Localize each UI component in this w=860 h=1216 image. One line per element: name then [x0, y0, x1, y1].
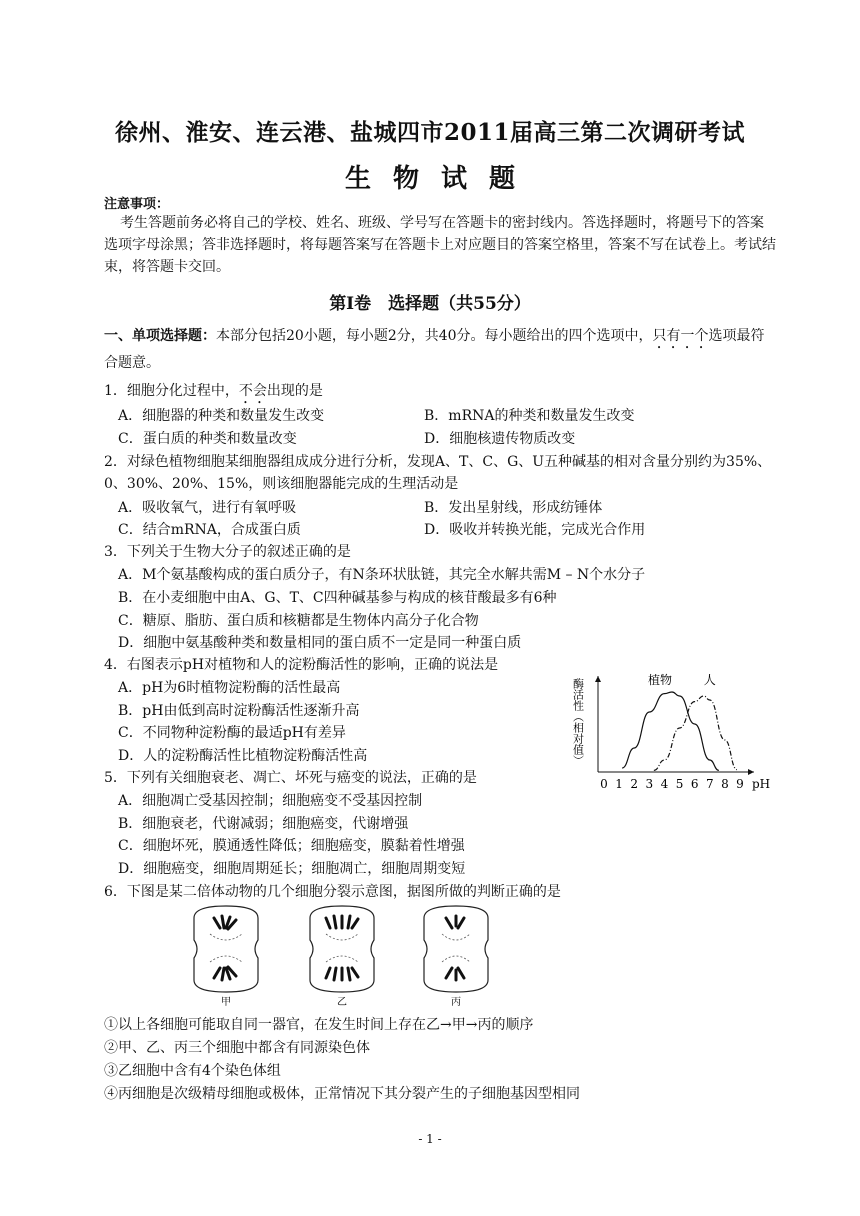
human-series-label: 人 — [703, 673, 716, 687]
exam-subtitle: 生物试题 — [344, 164, 537, 194]
x-tick-label: 4 — [660, 777, 669, 791]
cell-label-bing: 丙 — [451, 997, 461, 1008]
q2-option-a: A．吸收氧气，进行有氧呼吸 — [118, 500, 297, 516]
chart-labels — [572, 672, 770, 791]
q6-statement-1: ①以上各细胞可能取自同一器官，在发生时间上存在乙→甲→丙的顺序 — [104, 1017, 534, 1033]
q1-option-c: C．蛋白质的种类和数量改变 — [118, 431, 297, 447]
x-tick-label: 0 — [600, 777, 608, 791]
q4-option-a: A．pH为6时植物淀粉酶的活性最高 — [118, 680, 341, 696]
x-tick-label: 2 — [630, 777, 639, 791]
question-2-stem: 2．对绿色植物细胞某细胞器组成成分进行分析，发现A、T、C、G、U五种碱基的相对含量分别约为35%、0、30%、20%、15%，则该细胞器能完成的生理活动是 — [104, 454, 772, 492]
question-3-stem: 3．下列关于生物大分子的叙述正确的是 — [104, 544, 351, 560]
chart-axes — [595, 676, 754, 775]
section-title: 第Ⅰ卷 选择题（共55分） — [329, 294, 531, 314]
notice-text: 考生答题前务必将自己的学校、姓名、班级、学号写在答题卡的密封线内。答选择题时，将题号下的答案选项字母涂黑；答非选择题时，将每题答案写在答题卡上对应题目的答案空格里，答案不写在试卷上。考试结束，将答题卡交回。 — [104, 215, 776, 275]
cell-label-jia: 甲 — [221, 997, 231, 1008]
q5-option-a: A．细胞凋亡受基因控制；细胞癌变不受基因控制 — [118, 793, 423, 809]
human-curve — [654, 696, 737, 770]
cell-bing — [424, 906, 488, 992]
notice-heading: 注意事项： — [104, 197, 170, 212]
q1-option-d: D．细胞核遗传物质改变 — [424, 431, 576, 447]
question-5-stem: 5．下列有关细胞衰老、凋亡、坏死与癌变的说法，正确的是 — [104, 770, 477, 786]
q5-option-c: C．细胞坏死，膜通透性降低；细胞癌变，膜黏着性增强 — [118, 838, 465, 854]
part-label: 一、单项选择题： — [104, 328, 216, 344]
enzyme-ph-chart — [572, 662, 772, 802]
cell-division-diagram — [186, 904, 506, 1010]
plant-series-label: 植物 — [647, 673, 673, 687]
x-tick-label: 6 — [690, 777, 699, 791]
q5-option-b: B．细胞衰老，代谢减弱；细胞癌变，代谢增强 — [118, 816, 409, 832]
q3-option-b: B．在小麦细胞中由A、G、T、C四种碱基参与构成的核苷酸最多有6种 — [118, 590, 557, 606]
q4-option-b: B．pH由低到高时淀粉酶活性逐渐升高 — [118, 703, 360, 719]
question-1-stem: 1．细胞分化过程中，不会出现的是 — [104, 383, 323, 399]
chart-lines — [622, 692, 737, 770]
part-text-a: 本部分包括20小题，每小题2分，共40分。每小题给出的四个选项中， — [216, 328, 653, 344]
x-axis-arrow — [748, 769, 754, 775]
q4-option-d: D．人的淀粉酶活性比植物淀粉酶活性高 — [118, 748, 368, 764]
q1-option-a: A．细胞器的种类和数量发生改变 — [118, 408, 325, 424]
plant-curve — [622, 692, 719, 770]
cell-jia — [194, 906, 258, 992]
page-number: - 1 - — [418, 1132, 442, 1146]
x-tick-label: 9 — [736, 777, 744, 791]
part-emphasis: 只有一个 — [652, 328, 709, 344]
stem-emphasis: 不会 — [238, 383, 267, 399]
q3-option-c: C．糖原、脂肪、蛋白质和核糖都是生物体内高分子化合物 — [118, 613, 479, 629]
q1-option-b: B．mRNA的种类和数量发生改变 — [424, 408, 635, 424]
q6-statement-4: ④丙细胞是次级精母细胞或极体，正常情况下其分裂产生的子细胞基因型相同 — [104, 1086, 580, 1102]
x-tick-label: 3 — [645, 777, 654, 791]
x-tick-label: 1 — [615, 777, 623, 791]
exam-title: 徐州、淮安、连云港、盐城四市2011届高三第二次调研考试 — [114, 119, 745, 146]
q2-option-b: B．发出星射线，形成纺锤体 — [424, 500, 603, 516]
q2-option-d: D．吸收并转换光能，完成光合作用 — [424, 522, 646, 538]
section-description — [104, 325, 776, 375]
q2-option-c: C．结合mRNA，合成蛋白质 — [118, 522, 301, 538]
x-axis-label: pH — [752, 777, 771, 791]
q5-option-d: D．细胞癌变，细胞周期延长；细胞凋亡，细胞周期变短 — [118, 861, 466, 877]
part-text-b: 选项最符合题意。 — [104, 328, 765, 371]
x-tick-label: 5 — [675, 777, 684, 791]
q6-statement-3: ③乙细胞中含有4个染色体组 — [104, 1063, 281, 1079]
x-tick-label: 8 — [721, 777, 729, 791]
cell-label-yi: 乙 — [337, 997, 347, 1008]
q4-option-c: C．不同物种淀粉酶的最适pH有差异 — [118, 725, 346, 741]
x-tick-label: 7 — [705, 777, 714, 791]
cell-yi — [310, 906, 374, 992]
question-4-stem: 4．右图表示pH对植物和人的淀粉酶活性的影响，正确的说法是 — [104, 657, 499, 673]
question-6-stem: 6．下图是某二倍体动物的几个细胞分裂示意图，据图所做的判断正确的是 — [104, 884, 561, 900]
q3-option-d: D．细胞中氨基酸种类和数量相同的蛋白质不一定是同一种蛋白质 — [118, 635, 522, 651]
q3-option-a: A．M个氨基酸构成的蛋白质分子，有N条环状肽链，其完全水解共需M – N个水分子 — [118, 567, 646, 583]
q6-statement-2: ②甲、乙、丙三个细胞中都含有同源染色体 — [104, 1040, 370, 1056]
y-axis-label: 酶活性（相对值） — [572, 678, 585, 766]
y-axis-arrow — [595, 676, 601, 682]
